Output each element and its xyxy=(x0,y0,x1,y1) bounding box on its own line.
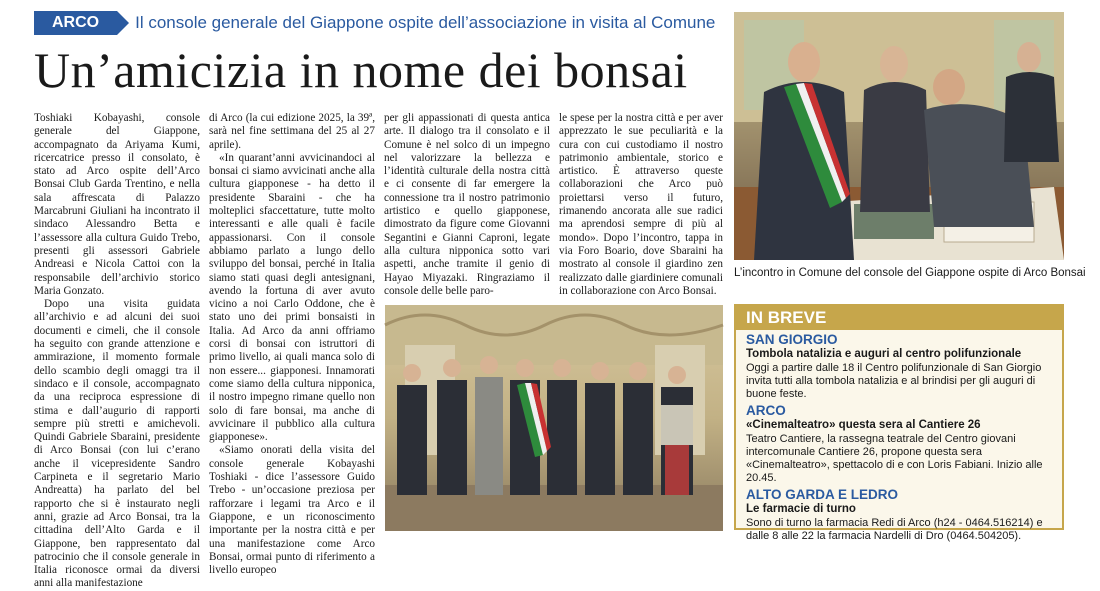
brief-item xyxy=(736,330,1062,401)
brief-text: Sono di turno la farmacia Redi di Arco (h24 - 0464.516214) e dalle 8 alle 22 la farmacia Nardelli di Dro (0464.504205). xyxy=(746,516,1043,543)
article-paragraph: di Arco (la cui edizione 2025, la 39ª, sarà nel fine settimana del 25 al 27 aprile). xyxy=(209,112,375,151)
brief-text: Oggi a partire dalle 18 il Centro polifunzionale di San Giorgio invita tutti alla tombola natalizia e al brindisi per gli auguri di buone feste. xyxy=(746,361,1042,400)
section-tag: ARCO xyxy=(34,11,117,35)
brief-text: Teatro Cantiere, la rassegna teatrale del Centro giovani intercomunale Cantiere 26, propone questa sera «Cinemalteatro», spettacolo di e con Loris Fabiani. Inizio alle 20.45. xyxy=(746,432,1043,485)
in-breve-header: IN BREVE xyxy=(736,306,1062,330)
group-photo-illustration xyxy=(385,305,723,531)
article-paragraph: «In quarant’anni avvicinandoci al bonsai ci siamo avvicinati anche alla cultura giapponese - ha detto il presidente Sbaraini - che ha molteplici sfaccettature, tutte molto interessanti e alle quali è facile appassionarsi. Con il console abbiamo parlato a lungo dello sviluppo del bonsai, perché in Italia siamo stati quasi degli antesignani, avendo la fortuna di aver avuto vicino a noi Carlo Oddone, che è stato uno dei primi bonsaisti in Italia. Ad Arco da anni offriamo corsi di bonsai con istruttori di primo livello, ai quali manca solo di non essere... giapponesi. Innamorati come siamo della cultura nipponica, il nostro impegno rimane quello non solo di fare bonsai, ma anche di avvicinare il pubblico alla cultura giapponese». xyxy=(209,151,375,444)
brief-section-label: ALTO GARDA E LEDRO xyxy=(746,487,899,503)
article-column-3 xyxy=(384,112,550,297)
brief-section-label: ARCO xyxy=(746,403,786,419)
article-paragraph: Dopo una visita guidata all’archivio e ad alcuni dei suoi documenti e cimeli, che il console ha seguito con grande attenzione e ammirazione, il momento formale dello scambio degli omaggi tra il sindaco e il console, accompagnato da una reciproca espressione di stima e dall’augurio di rapporti sempre più stretti e amichevoli. Quindi Gabriele Sbaraini, presidente di Arco Bonsai (con lui c’erano anche il vicepresidente Sandro Carpineta e il segretario Mario Andreatta) ha parlato del bel rapporto che si è instaurato negli anni, grazie ad Arco Bonsai, tra la cittadina dell’Alto Garda e il Giappone, ben rappresentato dal patrocinio che il console generale in Italia riconosce ormai da diversi anni alla manifestazione xyxy=(34,298,200,590)
meeting-photo xyxy=(734,12,1064,260)
in-breve-box xyxy=(734,304,1064,543)
article-column-2 xyxy=(209,112,375,577)
article-paragraph: le spese per la nostra città e per aver apprezzato le sue peculiarità e la cura con cui custodiamo il nostro patrimonio ambientale, storico e artistico. È attraverso queste collaborazioni che Arco può proiettarsi verso il futuro, rimanendo ancorata alle sue radici ma aprendosi sempre di più al mondo». Dopo l’incontro, tappa in via Foro Boario, dove Sbaraini ha mostrato al console il giardino zen realizzato dalle giardiniere comunali in collaborazione con Arco Bonsai. xyxy=(559,112,723,297)
headline: Un’amicizia in nome dei bonsai xyxy=(34,42,688,98)
article-paragraph: «Siamo onorati della visita del console generale Kobayashi Toshiaki - dice l’assessore Guido Trebo - un’occasione preziosa per rafforzare i legami tra Arco e il Giappone, e un riconoscimento importante per la nostra città e per una manifestazione come Arco Bonsai, ormai punto di riferimento a livello europeo xyxy=(209,444,375,577)
brief-section-label: SAN GIORGIO xyxy=(746,332,838,347)
photo-caption: L’incontro in Comune del console del Giappone ospite di Arco Bonsai xyxy=(734,267,1086,279)
article-column-4 xyxy=(559,112,723,297)
kicker xyxy=(34,10,715,36)
article-paragraph: per gli appassionati di questa antica arte. Il dialogo tra il consolato e il Comune è nel solco di un impegno nel valorizzare la bellezza e l’identità culturale della nostra città e ci consente di far emergere la connessione tra il nostro patrimonio artistico e quello giapponese, dimostrato da figure come Giovanni Segantini e Gianni Caproni, legate alla cultura nipponica sotto vari aspetti, anche tramite il genio di Hayao Miyazaki. Ringraziamo il console delle belle paro- xyxy=(384,112,550,297)
brief-title: «Cinemalteatro» questa sera al Cantiere 26 xyxy=(746,419,981,432)
article-column-1 xyxy=(34,112,200,590)
brief-item xyxy=(736,401,1062,485)
kicker-subtitle: Il console generale del Giappone ospite dell’associazione in visita al Comune xyxy=(135,13,716,32)
brief-title: Le farmacie di turno xyxy=(746,503,856,516)
meeting-photo-illustration xyxy=(734,12,1064,260)
brief-title: Tombola natalizia e auguri al centro polifunzionale xyxy=(746,348,1022,360)
brief-item xyxy=(736,485,1062,543)
article-paragraph: Toshiaki Kobayashi, console generale del Giappone, accompagnato da Ariyama Kumi, ricercatrice presso il consolato, è stato ad Arco ospite dell’Arco Bonsai Club Garda Trentino, e nella sala affrescata di Palazzo Marcabruni Giuliani ha incontrato il sindaco Alessandro Betta e l’assessore alla cultura Guido Trebo, presenti gli assessori Gabriele Andreasi e Nicola Cattoi con la responsabile dell’archivio storico Maria Gonzato. xyxy=(34,112,200,297)
group-photo xyxy=(385,305,723,531)
